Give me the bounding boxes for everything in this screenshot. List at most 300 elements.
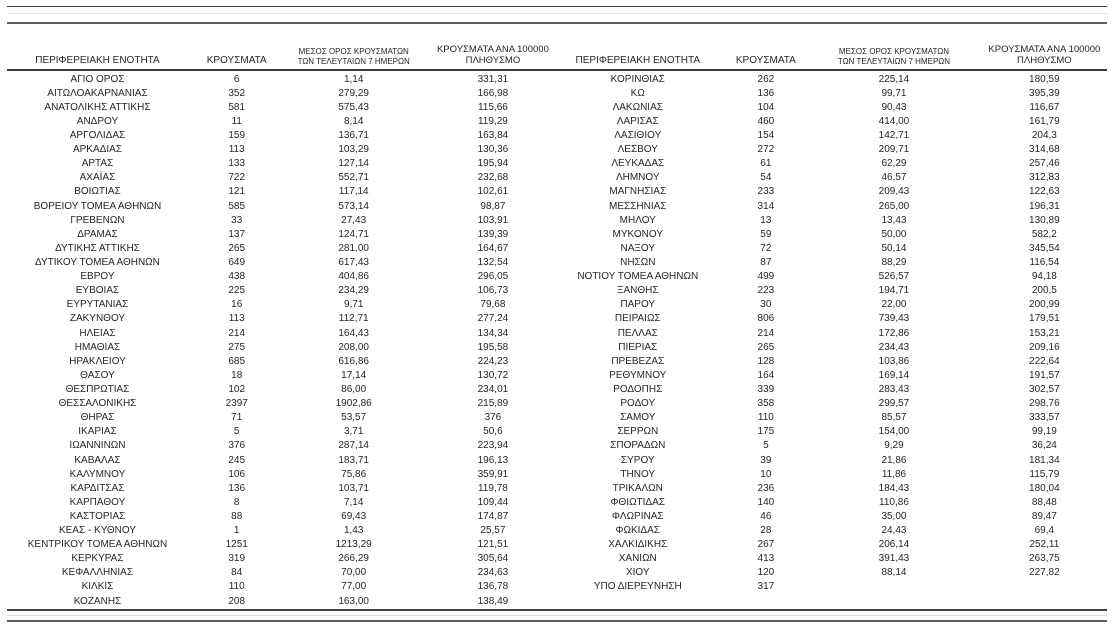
- avg7-cell: 265,00: [878, 200, 910, 212]
- region-cell: ΠΑΡΟΥ: [620, 299, 656, 311]
- table-row: [0, 566, 557, 580]
- cases-cell: 352: [228, 87, 246, 99]
- cases-cell: 33: [231, 214, 243, 226]
- header-avg7-line2: ΤΩΝ ΤΕΛΕΥΤΑΙΩΝ 7 ΗΜΕΡΩΝ: [837, 56, 951, 66]
- region-cell: ΑΡΓΟΛΙΔΑΣ: [69, 129, 126, 141]
- cases-cell: 120: [757, 567, 775, 579]
- region-cell: ΝΟΤΙΟΥ ΤΟΜΕΑ ΑΘΗΝΩΝ: [577, 271, 699, 283]
- avg7-cell: 283,43: [878, 383, 910, 395]
- table-row: [0, 552, 557, 566]
- region-cell: ΑΝΑΤΟΛΙΚΗΣ ΑΤΤΙΚΗΣ: [44, 101, 151, 113]
- avg7-cell: 404,86: [338, 271, 369, 283]
- region-cell: ΚΟΡΙΝΘΙΑΣ: [610, 73, 665, 85]
- avg7-cell: 27,43: [341, 214, 367, 226]
- table-row: [557, 284, 1114, 298]
- region-cell: ΘΕΣΣΑΛΟΝΙΚΗΣ: [58, 398, 137, 410]
- table-row: [557, 143, 1114, 157]
- table-row: [557, 213, 1114, 227]
- cases-cell: 159: [228, 129, 246, 141]
- avg7-cell: 616,86: [338, 355, 369, 367]
- cases-cell: 262: [757, 73, 775, 85]
- table-row: [557, 157, 1114, 171]
- region-cell: ΠΡΕΒΕΖΑΣ: [611, 355, 665, 367]
- region-cell: ΝΗΣΩΝ: [620, 256, 656, 268]
- table-row: [0, 213, 557, 227]
- table-row: [557, 495, 1114, 509]
- cases-cell: 214: [228, 327, 246, 339]
- cases-cell: 722: [228, 172, 246, 184]
- cases-cell: 413: [757, 553, 775, 565]
- avg7-cell: 77,00: [341, 581, 367, 593]
- cases-cell: 154: [757, 129, 775, 141]
- region-cell: ΕΥΒΟΙΑΣ: [75, 285, 120, 297]
- avg7-cell: 70,00: [341, 567, 367, 579]
- per100k-cell: 333,57: [1029, 412, 1060, 424]
- per100k-cell: 130,89: [1029, 214, 1060, 226]
- region-cell: ΡΕΘΥΜΝΟΥ: [609, 369, 667, 381]
- cases-cell: 499: [757, 271, 775, 283]
- cases-cell: 54: [760, 172, 772, 184]
- per100k-cell: 99,19: [1031, 426, 1057, 438]
- avg7-cell: 206,14: [878, 539, 910, 551]
- cases-cell: 2397: [225, 398, 248, 410]
- per100k-cell: 69,4: [1034, 525, 1055, 537]
- per100k-cell: 180,04: [1029, 482, 1060, 494]
- table-row: [0, 509, 557, 523]
- cases-cell: 110: [757, 412, 774, 424]
- cases-cell: 225: [228, 285, 246, 297]
- region-cell: ΜΥΚΟΝΟΥ: [612, 228, 663, 240]
- avg7-cell: 46,57: [881, 172, 907, 184]
- cases-cell: 121: [228, 186, 246, 198]
- per100k-cell: 345,54: [1029, 242, 1060, 254]
- region-cell: ΚΑΡΠΑΘΟΥ: [69, 496, 126, 508]
- region-cell: ΚΑΛΥΜΝΟΥ: [69, 468, 126, 480]
- cases-cell: 71: [231, 412, 243, 424]
- table-row: [0, 340, 557, 354]
- region-cell: ΚΑΡΔΙΤΣΑΣ: [70, 482, 125, 494]
- per100k-cell: 50,6: [483, 426, 503, 438]
- per100k-cell: 296,05: [477, 271, 509, 283]
- cases-cell: 10: [760, 468, 772, 480]
- region-cell: ΦΘΙΩΤΙΔΑΣ: [610, 496, 665, 508]
- header-avg7: [813, 47, 975, 68]
- cases-cell: 233: [757, 186, 775, 198]
- region-cell: ΛΑΚΩΝΙΑΣ: [612, 101, 663, 113]
- region-cell: ΧΑΛΚΙΔΙΚΗΣ: [608, 539, 668, 551]
- per100k-cell: 263,75: [1029, 553, 1060, 565]
- per100k-cell: 138,49: [477, 595, 509, 607]
- cases-cell: 30: [760, 299, 772, 311]
- region-cell: ΒΟΡΕΙΟΥ ΤΟΜΕΑ ΑΘΗΝΩΝ: [33, 200, 162, 212]
- per100k-cell: 121,51: [477, 539, 509, 551]
- table-row: [0, 538, 557, 552]
- avg7-cell: 194,71: [878, 285, 910, 297]
- region-cell: ΦΩΚΙΔΑΣ: [615, 525, 660, 537]
- header-cases: ΚΡΟΥΣΜΑΤΑ: [206, 55, 267, 66]
- table-row: [557, 86, 1114, 100]
- per100k-cell: 88,48: [1031, 496, 1057, 508]
- per100k-cell: 252,11: [1029, 539, 1060, 551]
- avg7-cell: 739,43: [878, 313, 910, 325]
- table-row: [0, 143, 557, 157]
- region-cell: ΚΑΣΤΟΡΙΑΣ: [69, 510, 126, 522]
- per100k-cell: 232,68: [477, 172, 509, 184]
- per100k-cell: 234,01: [477, 383, 509, 395]
- cases-cell: 140: [757, 496, 775, 508]
- per100k-cell: 163,84: [477, 129, 509, 141]
- cases-cell: 317: [757, 581, 775, 593]
- per100k-cell: 312,83: [1029, 172, 1060, 184]
- region-cell: ΑΡΚΑΔΙΑΣ: [72, 144, 122, 156]
- table-row: [0, 199, 557, 213]
- cases-cell: 214: [757, 327, 775, 339]
- per100k-cell: 36,24: [1031, 440, 1057, 452]
- avg7-cell: 103,86: [878, 355, 910, 367]
- region-cell: ΘΗΡΑΣ: [80, 412, 115, 424]
- avg7-cell: 110,86: [879, 496, 909, 508]
- region-cell: ΡΟΔΟΠΗΣ: [613, 383, 663, 395]
- region-cell: ΛΑΣΙΘΙΟΥ: [614, 129, 662, 141]
- cases-cell: 16: [231, 299, 243, 311]
- header-per100k: [429, 44, 557, 68]
- table-row: [557, 312, 1114, 326]
- per100k-cell: 166,98: [477, 87, 509, 99]
- cases-cell: 136: [228, 482, 246, 494]
- avg7-cell: 142,71: [878, 129, 910, 141]
- avg7-cell: 90,43: [881, 101, 907, 113]
- per100k-cell: 582,2: [1031, 228, 1057, 240]
- table-row: [557, 270, 1114, 284]
- avg7-cell: 3,71: [343, 426, 364, 438]
- table-row: [0, 255, 557, 269]
- table-row: [0, 453, 557, 467]
- region-cell: ΠΙΕΡΙΑΣ: [618, 341, 658, 353]
- avg7-cell: 103,71: [338, 482, 369, 494]
- per100k-cell: 277,24: [477, 313, 509, 325]
- per100k-cell: 298,76: [1029, 398, 1060, 410]
- cases-cell: 5: [233, 426, 240, 438]
- per100k-cell: 116,54: [1029, 256, 1060, 268]
- avg7-cell: 184,43: [878, 482, 910, 494]
- table-row: [557, 100, 1114, 114]
- avg7-cell: 573,14: [338, 200, 369, 212]
- avg7-cell: 117,14: [338, 186, 369, 198]
- header-per100k-line2: ΠΛΗΘΥΣΜΟ: [1017, 55, 1072, 66]
- avg7-cell: 88,14: [881, 567, 907, 579]
- avg7-cell: 7,14: [343, 496, 364, 508]
- cases-cell: 358: [757, 398, 775, 410]
- avg7-cell: 88,29: [881, 256, 907, 268]
- avg7-cell: 21,86: [881, 454, 907, 466]
- avg7-cell: 69,43: [341, 510, 367, 522]
- region-cell: ΚΑΒΑΛΑΣ: [74, 454, 121, 466]
- cases-cell: 59: [760, 228, 772, 240]
- cases-cell: 87: [760, 256, 772, 268]
- avg7-cell: 24,43: [881, 525, 907, 537]
- avg7-cell: 86,00: [341, 383, 367, 395]
- avg7-cell: 209,71: [878, 144, 910, 156]
- avg7-cell: 99,71: [881, 87, 907, 99]
- avg7-cell: 287,14: [338, 440, 369, 452]
- table-row: [557, 185, 1114, 199]
- table-row: [0, 397, 557, 411]
- avg7-cell: 1,14: [343, 73, 364, 85]
- table-row: [557, 580, 1114, 594]
- per100k-cell: 132,54: [477, 256, 509, 268]
- cases-cell: 133: [228, 158, 246, 170]
- cases-cell: 272: [757, 144, 775, 156]
- cases-cell: 136: [757, 87, 775, 99]
- table-row: [0, 100, 557, 114]
- per100k-cell: 224,23: [477, 355, 509, 367]
- table-row: [0, 580, 557, 594]
- per100k-cell: 359,91: [477, 468, 509, 480]
- region-cell: ΑΓΙΟ ΟΡΟΣ: [70, 73, 125, 85]
- avg7-cell: 103,29: [338, 144, 369, 156]
- cases-cell: 245: [228, 454, 246, 466]
- avg7-cell: 183,71: [338, 454, 369, 466]
- cases-cell: 11: [231, 115, 242, 127]
- per100k-cell: 204,3: [1031, 129, 1057, 141]
- table-row: [0, 481, 557, 495]
- avg7-cell: 1213,29: [335, 539, 372, 551]
- table-row: [0, 241, 557, 255]
- region-cell: ΑΧΑΪΑΣ: [79, 172, 116, 184]
- region-cell: ΑΙΤΩΛΟΑΚΑΡΝΑΝΙΑΣ: [47, 87, 148, 99]
- table-row: [557, 72, 1114, 86]
- region-cell: ΔΡΑΜΑΣ: [77, 228, 118, 240]
- per100k-cell: 196,13: [477, 454, 509, 466]
- avg7-cell: 208,00: [338, 341, 369, 353]
- per100k-cell: 98,87: [480, 200, 506, 212]
- region-cell: ΓΡΕΒΕΝΩΝ: [70, 214, 125, 226]
- region-cell: ΚΕΝΤΡΙΚΟΥ ΤΟΜΕΑ ΑΘΗΝΩΝ: [27, 539, 168, 551]
- region-cell: ΔΥΤΙΚΟΥ ΤΟΜΕΑ ΑΘΗΝΩΝ: [35, 256, 160, 268]
- header-avg7-line1: ΜΕΣΟΣ ΟΡΟΣ ΚΡΟΥΣΜΑΤΩΝ: [838, 47, 950, 56]
- table-row: [0, 354, 557, 368]
- table-row: [557, 199, 1114, 213]
- cases-cell: 685: [228, 355, 246, 367]
- cases-cell: 175: [757, 426, 775, 438]
- per100k-cell: 314,68: [1029, 144, 1060, 156]
- avg7-cell: 1902,86: [335, 398, 372, 410]
- table-row: [557, 509, 1114, 523]
- cases-cell: 339: [757, 383, 775, 395]
- per100k-cell: 174,87: [477, 510, 509, 522]
- table-row: [0, 312, 557, 326]
- region-cell: ΗΡΑΚΛΕΙΟΥ: [69, 355, 126, 367]
- table-row: [557, 524, 1114, 538]
- avg7-cell: 112,71: [338, 313, 369, 325]
- per100k-cell: 209,16: [1029, 341, 1060, 353]
- avg7-cell: 136,71: [338, 129, 369, 141]
- per100k-cell: 234,63: [477, 567, 509, 579]
- per100k-cell: 222,64: [1029, 355, 1060, 367]
- avg7-cell: 414,00: [878, 115, 910, 127]
- cases-cell: 1: [233, 525, 240, 537]
- region-cell: ΜΑΓΝΗΣΙΑΣ: [609, 186, 667, 198]
- region-cell: ΗΛΕΙΑΣ: [79, 327, 116, 339]
- region-cell: ΣΥΡΟΥ: [620, 454, 655, 466]
- avg7-cell: 391,43: [878, 553, 910, 565]
- region-cell: ΞΑΝΘΗΣ: [616, 285, 659, 297]
- table-row: [0, 495, 557, 509]
- per100k-cell: 180,59: [1029, 73, 1060, 85]
- table-row: [0, 298, 557, 312]
- cases-cell: 104: [757, 101, 775, 113]
- cases-cell: 265: [757, 341, 775, 353]
- table-row: [0, 157, 557, 171]
- per100k-cell: 102,61: [477, 186, 509, 198]
- region-cell: ΜΕΣΣΗΝΙΑΣ: [609, 200, 667, 212]
- table-row: [557, 326, 1114, 340]
- region-cell: ΚΙΛΚΙΣ: [81, 581, 114, 593]
- cases-cell: 164: [757, 369, 775, 381]
- table-row: [0, 114, 557, 128]
- header-avg7-line1: ΜΕΣΟΣ ΟΡΟΣ ΚΡΟΥΣΜΑΤΩΝ: [298, 47, 409, 56]
- cases-cell: 438: [228, 271, 246, 283]
- avg7-cell: 53,57: [341, 412, 367, 424]
- per100k-cell: 305,64: [477, 553, 509, 565]
- per100k-cell: 139,39: [477, 228, 509, 240]
- region-cell: ΕΥΡΥΤΑΝΙΑΣ: [66, 299, 129, 311]
- avg7-cell: 279,29: [338, 87, 369, 99]
- per100k-cell: 257,46: [1029, 158, 1060, 170]
- header-region: ΠΕΡΙΦΕΡΕΙΑΚΗ ΕΝΟΤΗΤΑ: [575, 55, 700, 66]
- region-cell: ΠΕΛΛΑΣ: [617, 327, 658, 339]
- table-row: [557, 241, 1114, 255]
- per100k-cell: 94,18: [1031, 271, 1057, 283]
- header-avg7: [278, 47, 428, 68]
- per100k-cell: 153,21: [1029, 327, 1060, 339]
- avg7-cell: 35,00: [881, 510, 907, 522]
- avg7-cell: 11,86: [881, 468, 907, 480]
- table-row: [0, 425, 557, 439]
- avg7-cell: 164,43: [338, 327, 369, 339]
- table-row: [557, 552, 1114, 566]
- region-cell: ΚΕΑΣ - ΚΥΘΝΟΥ: [58, 525, 136, 537]
- per100k-cell: 119,78: [477, 482, 508, 494]
- header-avg7-line2: ΤΩΝ ΤΕΛΕΥΤΑΙΩΝ 7 ΗΜΕΡΩΝ: [297, 56, 410, 66]
- avg7-cell: 9,29: [884, 440, 904, 452]
- per100k-cell: 130,72: [477, 369, 509, 381]
- region-cell: ΤΡΙΚΑΛΩΝ: [612, 482, 663, 494]
- avg7-cell: 225,14: [878, 73, 910, 85]
- cases-cell: 102: [228, 383, 246, 395]
- table-row: [557, 368, 1114, 382]
- region-cell: ΕΒΡΟΥ: [80, 271, 115, 283]
- avg7-cell: 552,71: [338, 172, 369, 184]
- table-row: [0, 128, 557, 142]
- cases-cell: 46: [760, 510, 772, 522]
- per100k-cell: 191,57: [1029, 369, 1060, 381]
- region-cell: ΘΑΣΟΥ: [80, 369, 115, 381]
- table-row: [557, 227, 1114, 241]
- cases-cell: 585: [228, 200, 246, 212]
- table-row: [557, 411, 1114, 425]
- per100k-cell: 109,44: [477, 496, 509, 508]
- region-cell: ΗΜΑΘΙΑΣ: [74, 341, 121, 353]
- avg7-cell: 75,86: [341, 468, 367, 480]
- per100k-cell: 119,29: [477, 115, 508, 127]
- avg7-cell: 22,00: [881, 299, 907, 311]
- avg7-cell: 50,00: [881, 228, 907, 240]
- avg7-cell: 1,43: [343, 525, 364, 537]
- table-row: [557, 467, 1114, 481]
- cases-cell: 6: [233, 73, 240, 85]
- avg7-cell: 8,14: [343, 115, 364, 127]
- cases-cell: 223: [757, 285, 775, 297]
- per100k-cell: 130,36: [477, 144, 509, 156]
- cases-cell: 460: [757, 115, 775, 127]
- per100k-cell: 161,79: [1029, 115, 1060, 127]
- cases-cell: 113: [228, 313, 245, 325]
- table-row: [557, 397, 1114, 411]
- table-row: [0, 227, 557, 241]
- table-row: [557, 171, 1114, 185]
- table-row: [0, 326, 557, 340]
- per100k-cell: 134,34: [477, 327, 509, 339]
- avg7-cell: 154,00: [878, 426, 910, 438]
- header-per100k: [975, 44, 1114, 68]
- cases-cell: 18: [231, 369, 243, 381]
- table-row: [557, 255, 1114, 269]
- avg7-cell: 13,43: [881, 214, 907, 226]
- avg7-cell: 526,57: [878, 271, 910, 283]
- per100k-cell: 223,94: [477, 440, 509, 452]
- per100k-cell: 200,5: [1031, 285, 1057, 297]
- avg7-cell: 127,14: [338, 158, 369, 170]
- cases-cell: 806: [757, 313, 775, 325]
- table-header-right: [557, 36, 1114, 68]
- cases-cell: 110: [228, 581, 245, 593]
- header-per100k-line2: ΠΛΗΘΥΣΜΟ: [465, 55, 521, 66]
- region-cell: ΛΑΡΙΣΑΣ: [616, 115, 659, 127]
- avg7-cell: 299,57: [878, 398, 910, 410]
- per100k-cell: 25,57: [480, 525, 506, 537]
- table-header-left: [0, 36, 557, 68]
- region-cell: ΚΩ: [630, 87, 645, 99]
- table-row: [0, 284, 557, 298]
- table-row: [557, 481, 1114, 495]
- region-cell: ΘΕΣΠΡΩΤΙΑΣ: [65, 383, 130, 395]
- region-cell: ΡΟΔΟΥ: [620, 398, 656, 410]
- cases-cell: 1251: [225, 539, 248, 551]
- cases-cell: 208: [228, 595, 246, 607]
- table-row: [0, 382, 557, 396]
- per100k-cell: 79,68: [480, 299, 506, 311]
- cases-cell: 113: [228, 144, 245, 156]
- avg7-cell: 234,43: [878, 341, 910, 353]
- per100k-cell: 331,31: [477, 73, 509, 85]
- cases-cell: 137: [228, 228, 246, 240]
- region-cell: ΑΡΤΑΣ: [81, 158, 114, 170]
- table-row: [557, 538, 1114, 552]
- region-cell: ΣΠΟΡΑΔΩΝ: [610, 440, 666, 452]
- per100k-cell: 395,39: [1029, 87, 1060, 99]
- table-row: [0, 594, 557, 608]
- avg7-cell: 209,43: [878, 186, 910, 198]
- region-cell: ΚΕΦΑΛΛΗΝΙΑΣ: [61, 567, 134, 579]
- cases-cell: 5: [763, 440, 769, 452]
- avg7-cell: 17,14: [341, 369, 367, 381]
- per100k-cell: 215,89: [477, 398, 509, 410]
- per100k-cell: 181,34: [1029, 454, 1060, 466]
- per100k-cell: 195,94: [477, 158, 509, 170]
- table-row: [0, 270, 557, 284]
- table-row: [557, 128, 1114, 142]
